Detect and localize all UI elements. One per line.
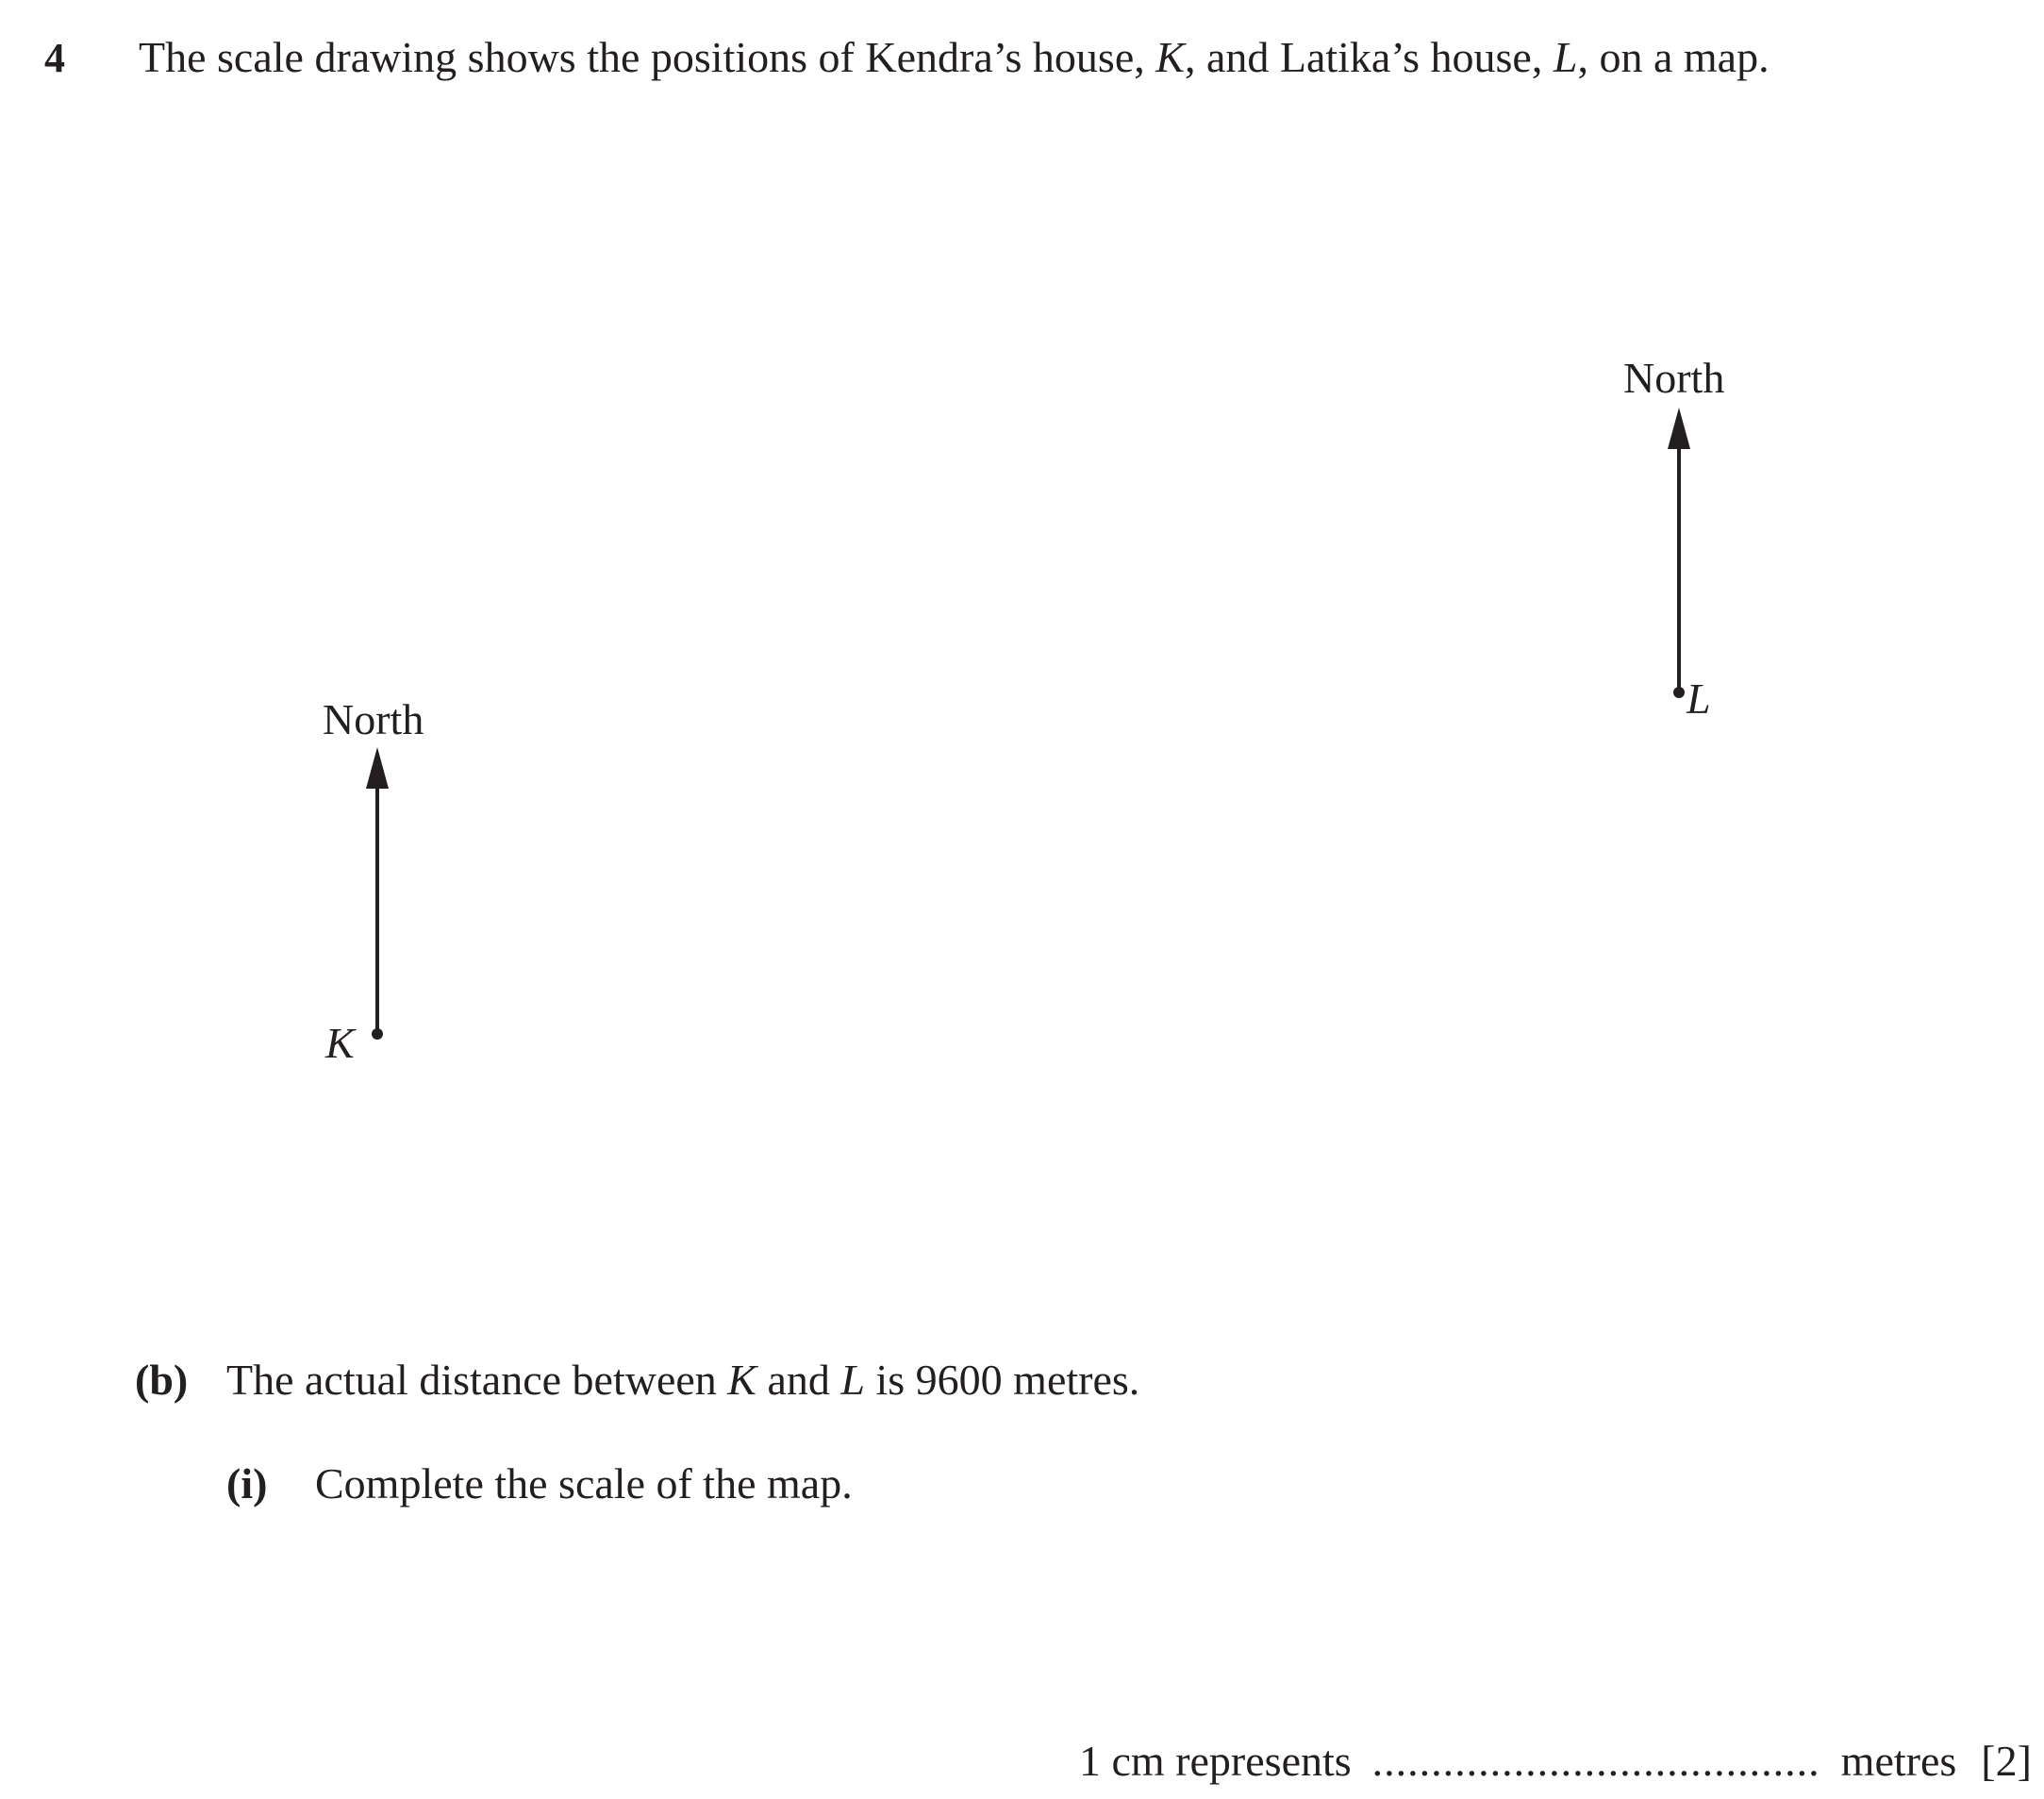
- point-k-dot: [372, 1028, 383, 1040]
- answer-prefix: 1 cm represents: [1079, 1737, 1352, 1785]
- answer-unit: metres: [1840, 1737, 1957, 1785]
- north-label-k: North: [323, 695, 424, 743]
- part-b-letter: (b): [135, 1356, 189, 1404]
- north-arrow-l: [1668, 408, 1690, 692]
- north-label-l: North: [1623, 354, 1725, 402]
- part-i-letter: (i): [226, 1459, 268, 1507]
- question-number: 4: [44, 35, 65, 81]
- north-arrow-k: [366, 747, 389, 1034]
- part-b-text: The actual distance between K and L is 9600 metres.: [226, 1356, 1140, 1404]
- var-l: L: [840, 1356, 865, 1404]
- var-l: L: [1553, 33, 1578, 81]
- answer-blank[interactable]: ......................................: [1371, 1737, 1820, 1785]
- var-k: K: [727, 1356, 756, 1404]
- var-k: K: [1155, 33, 1185, 81]
- point-l-dot: [1673, 687, 1685, 698]
- point-k-label: K: [325, 1019, 355, 1067]
- answer-line: [1079, 1737, 2032, 1785]
- part-i-text: Complete the scale of the map.: [315, 1459, 853, 1507]
- point-l-label: L: [1687, 675, 1711, 723]
- question-text: The scale drawing shows the positions of Kendra’s house, K, and Latika’s house, L, on a map.: [139, 33, 1770, 81]
- marks-label: [2]: [1981, 1737, 2032, 1785]
